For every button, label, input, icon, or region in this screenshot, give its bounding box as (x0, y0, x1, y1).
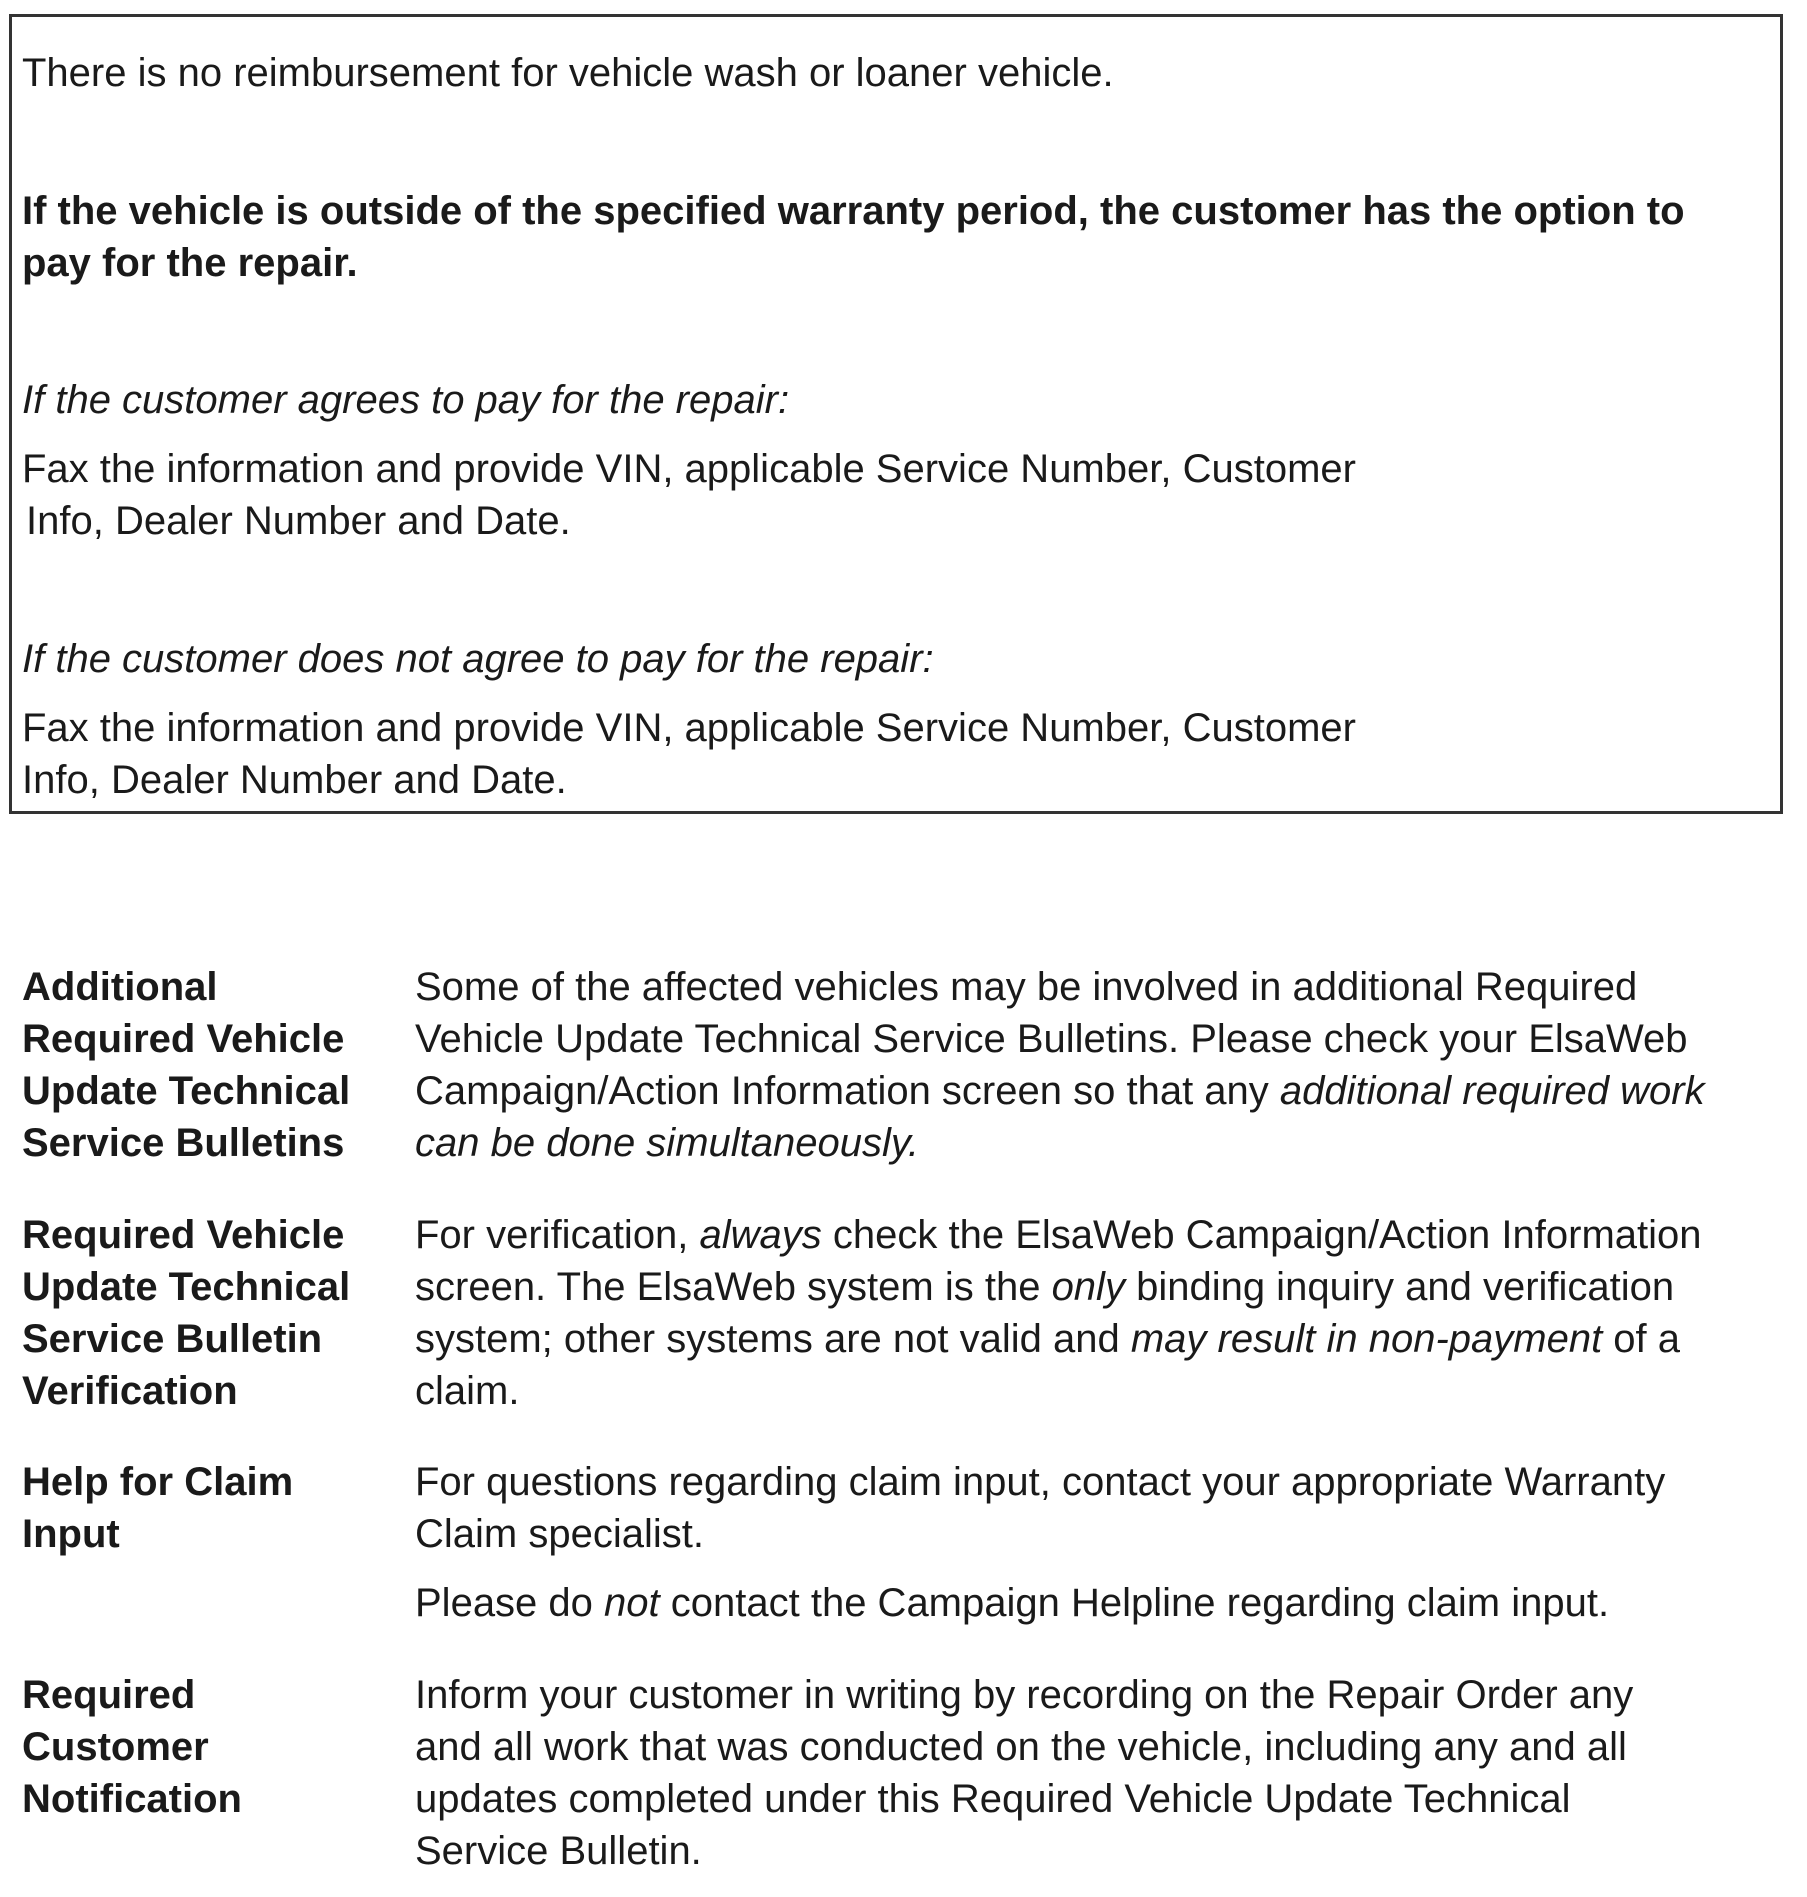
section-label-line: Required Vehicle (22, 1213, 345, 1257)
section-label-line: Notification (22, 1777, 242, 1821)
section-text-line (415, 1577, 1609, 1629)
section-text-line: updates completed under this Required Vehicle Update Technical (415, 1777, 1571, 1821)
plain-text: check the ElsaWeb Campaign/Action Information (821, 1213, 1702, 1257)
agrees-text-2: Info, Dealer Number and Date. (26, 499, 571, 543)
plain-text: Campaign/Action Information screen so that any (415, 1069, 1280, 1113)
section-text-line: and all work that was conducted on the vehicle, including any and all (415, 1725, 1627, 1769)
section-label-line: Customer (22, 1725, 209, 1769)
plain-text: screen. The ElsaWeb system is the (415, 1265, 1052, 1309)
plain-text: binding inquiry and verification (1124, 1265, 1675, 1309)
italic-text: additional required work (1279, 1069, 1705, 1113)
section-text-line: Vehicle Update Technical Service Bulletins. Please check your ElsaWeb (415, 1017, 1688, 1061)
section-label-line: Input (22, 1512, 120, 1556)
section-text-line: Claim specialist. (415, 1512, 704, 1556)
section-text-line: Some of the affected vehicles may be involved in additional Required (415, 965, 1638, 1009)
agrees-text-1: Fax the information and provide VIN, applicable Service Number, Customer (22, 447, 1356, 491)
not-agree-text-1: Fax the information and provide VIN, applicable Service Number, Customer (22, 706, 1356, 750)
plain-text: contact the Campaign Helpline regarding claim input. (659, 1581, 1610, 1625)
section-label-line: Required (22, 1673, 196, 1717)
plain-text: Please do (415, 1581, 605, 1625)
section-text-line: claim. (415, 1369, 520, 1413)
section-text-line (415, 1261, 1674, 1313)
not-agree-text-2: Info, Dealer Number and Date. (22, 758, 567, 802)
section-text-line: Inform your customer in writing by recording on the Repair Order any (415, 1673, 1634, 1717)
italic-text: only (1051, 1265, 1125, 1309)
plain-text: For verification, (415, 1213, 700, 1257)
section-text-line (415, 1209, 1702, 1261)
outside-warranty-text-2: pay for the repair. (22, 241, 358, 285)
italic-text: can be done simultaneously. (415, 1121, 920, 1165)
outside-warranty-text-1: If the vehicle is outside of the specified warranty period, the customer has the option to (22, 189, 1685, 233)
section-text-line (415, 1065, 1705, 1117)
no-reimbursement-text: There is no reimbursement for vehicle wash or loaner vehicle. (22, 51, 1114, 95)
agrees-heading: If the customer agrees to pay for the repair: (22, 378, 790, 422)
italic-text: not (604, 1581, 660, 1625)
section-label-line: Help for Claim (22, 1460, 294, 1504)
italic-text: may result in non-payment (1130, 1317, 1603, 1361)
section-text-line: Service Bulletin. (415, 1829, 702, 1873)
section-label-line: Required Vehicle (22, 1017, 345, 1061)
section-label-line: Additional (22, 965, 218, 1009)
section-label-line: Service Bulletins (22, 1121, 345, 1165)
plain-text: system; other systems are not valid and (415, 1317, 1131, 1361)
section-text-line (415, 1117, 919, 1169)
section-label-line: Update Technical (22, 1265, 351, 1309)
plain-text: of a (1602, 1317, 1681, 1361)
section-label-line: Service Bulletin (22, 1317, 323, 1361)
section-text-line: For questions regarding claim input, contact your appropriate Warranty (415, 1460, 1666, 1504)
italic-text: always (699, 1213, 822, 1257)
not-agree-heading: If the customer does not agree to pay for the repair: (22, 637, 934, 681)
section-label-line: Verification (22, 1369, 238, 1413)
section-label-line: Update Technical (22, 1069, 351, 1113)
section-text-line (415, 1313, 1680, 1365)
